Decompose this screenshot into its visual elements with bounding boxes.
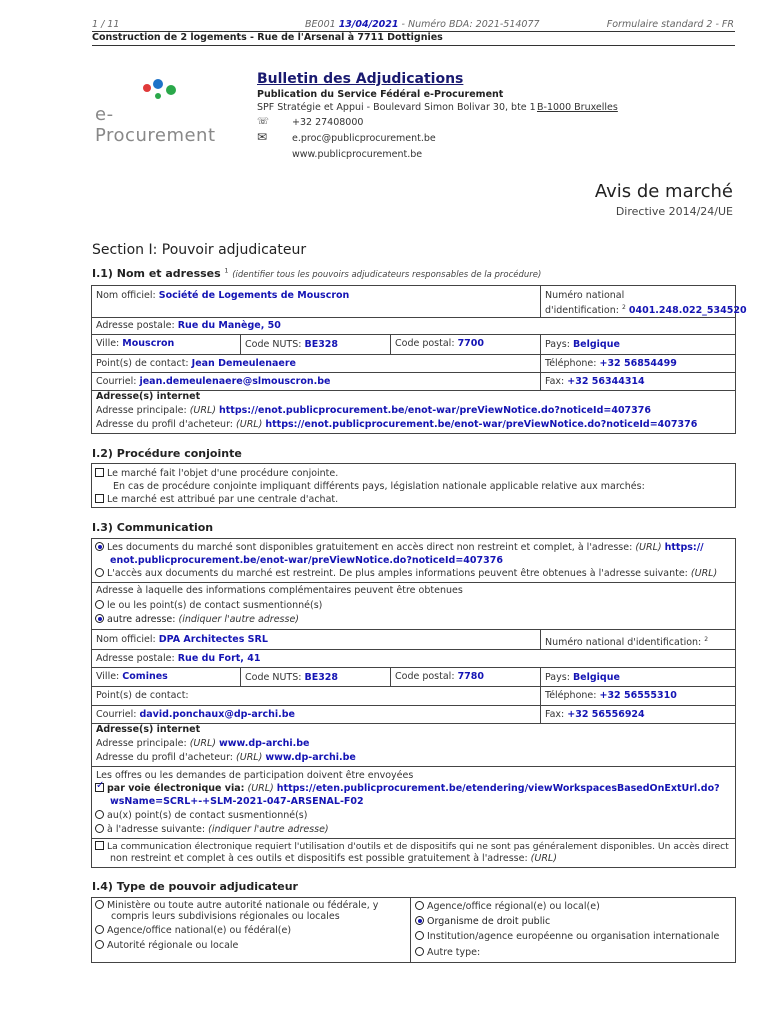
s13-pays: Pays: Belgique xyxy=(545,672,620,683)
s11-ville: Ville: Mouscron xyxy=(96,338,175,349)
notice-title: Avis de marché xyxy=(594,181,733,202)
bulletin-phone: +32 27408000 xyxy=(292,117,364,128)
s12-note: En cas de procédure conjointe impliquant différents pays, législation nationale applicable relative aux marchés: xyxy=(113,481,645,492)
s14-r2[interactable]: Organisme de droit public xyxy=(415,916,550,928)
s11-sup: 1 xyxy=(224,267,229,275)
s11-contact: Point(s) de contact: Jean Demeulenaere xyxy=(96,358,296,369)
bulletin-address: SPF Stratégie et Appui - Boulevard Simon Bolivar 30, bte 1 xyxy=(257,102,536,113)
eprocurement-logo xyxy=(95,78,225,146)
s11-pays: Pays: Belgique xyxy=(545,339,620,350)
s12-opt2-checkbox[interactable] xyxy=(95,494,104,503)
logo-text: e-Procurement xyxy=(95,104,216,146)
s13-main-url[interactable]: Adresse principale: (URL) www.dp-archi.be xyxy=(96,738,310,749)
s11-natnum-label: Numéro national xyxy=(545,290,625,301)
s14-l2[interactable]: Agence/office national(e) ou fédéral(e) xyxy=(95,925,291,937)
s14-r2-radio[interactable] xyxy=(415,916,424,925)
s13-info-opt1[interactable]: le ou les point(s) de contact susmentionné(s) xyxy=(95,600,322,612)
s11-tel: Téléphone: +32 56854499 xyxy=(545,358,677,369)
s14-r1-radio[interactable] xyxy=(415,901,424,910)
s13-ville: Ville: Comines xyxy=(96,671,168,682)
s11-fax: Fax: +32 56344314 xyxy=(545,376,645,387)
s14-l3[interactable]: Autorité régionale ou locale xyxy=(95,940,238,952)
s14-l3-radio[interactable] xyxy=(95,940,104,949)
s13-cp: Code postal: 7780 xyxy=(395,671,485,682)
s13-info-opt2[interactable]: autre adresse: (indiquer l'autre adresse) xyxy=(95,614,299,626)
s13-elec-checkbox[interactable] xyxy=(95,841,104,850)
mail-icon: ✉ xyxy=(257,130,268,144)
s13-docs2[interactable]: L'accès aux documents du marché est restreint. De plus amples informations peuvent être obtenues à l'adresse suivante: (URL) xyxy=(95,568,717,580)
s13-docs1-url[interactable]: enot.publicprocurement.be/enot-war/preViewNotice.do?noticeId=407376 xyxy=(110,555,503,566)
bulletin-publisher: Publication du Service Fédéral e-Procurement xyxy=(257,89,504,100)
s14-title: I.4) Type de pouvoir adjudicateur xyxy=(92,880,298,893)
s11-main-url[interactable]: Adresse principale: (URL) https://enot.publicprocurement.be/enot-war/preViewNotice.do?noticeId=407376 xyxy=(96,405,651,416)
s12-opt1-checkbox[interactable] xyxy=(95,468,104,477)
s13-docs1-radio[interactable] xyxy=(95,542,104,551)
ref-suffix: - Numéro BDA: 2021-514077 xyxy=(401,19,540,30)
s14-l1[interactable]: Ministère ou toute autre autorité nationale ou fédérale, y xyxy=(95,900,378,912)
s11-internet-label: Adresse(s) internet xyxy=(96,391,201,402)
s14-r3[interactable]: Institution/agence européenne ou organisation internationale xyxy=(415,931,719,943)
s13-elec-2: non restreint et complet à ces outils et dispositifs est possible gratuitement à l'adresse: (URL) xyxy=(110,853,557,864)
form-type: Formulaire standard 2 - FR xyxy=(606,19,734,30)
notice-subject: Construction de 2 logements - Rue de l'Arsenal à 7711 Dottignies xyxy=(92,32,443,43)
s13-offers-opt3-radio[interactable] xyxy=(95,824,104,833)
s11-mail: Courriel: jean.demeulenaere@slmouscron.be xyxy=(96,376,331,387)
s13-elec[interactable]: La communication électronique requiert l'utilisation d'outils et de dispositifs qui ne sont pas généralement disponibles. Un accès direct xyxy=(95,841,729,853)
bulletin-city: B-1000 Bruxelles xyxy=(537,102,618,113)
s14-r4-radio[interactable] xyxy=(415,947,424,956)
s11-cp: Code postal: 7700 xyxy=(395,338,485,349)
s13-title: I.3) Communication xyxy=(92,521,214,534)
s11-note: (identifier tous les pouvoirs adjudicateurs responsables de la procédure) xyxy=(232,270,542,280)
s11-nom: Nom officiel: Société de Logements de Mouscron xyxy=(96,290,350,301)
s13-mail: Courriel: david.ponchaux@dp-archi.be xyxy=(96,709,295,720)
s13-offers-opt3[interactable]: à l'adresse suivante: (indiquer l'autre adresse) xyxy=(95,824,329,836)
bulletin-web[interactable]: www.publicprocurement.be xyxy=(292,149,423,160)
phone-icon: ☏ xyxy=(257,116,269,127)
s13-nuts: Code NUTS: BE328 xyxy=(245,672,339,683)
s13-docs1[interactable]: Les documents du marché sont disponibles gratuitement en accès direct non restreint et complet, à l'adresse: (URL) https:// xyxy=(95,542,704,554)
s11-buyer-url[interactable]: Adresse du profil d'acheteur: (URL) https://enot.publicprocurement.be/enot-war/preViewNotice.do?noticeId=407376 xyxy=(96,419,698,430)
page-number: 1 / 11 xyxy=(92,19,120,30)
s13-offers-label: Les offres ou les demandes de participation doivent être envoyées xyxy=(96,770,414,781)
s12-opt1[interactable]: Le marché fait l'objet d'une procédure conjointe. xyxy=(95,468,338,480)
s11-address: Adresse postale: Rue du Manège, 50 xyxy=(96,320,281,331)
section-title: Section I: Pouvoir adjudicateur xyxy=(92,242,307,258)
s13-offers-opt2[interactable]: au(x) point(s) de contact susmentionné(s) xyxy=(95,810,307,822)
s13-internet-label: Adresse(s) internet xyxy=(96,724,201,735)
s13-offers-opt1[interactable]: ✓par voie électronique via: (URL) https://eten.publicprocurement.be/etendering/viewWorkspacesBasedOnExtUrl.do? xyxy=(95,783,720,795)
s13-buyer-url[interactable]: Adresse du profil d'acheteur: (URL) www.dp-archi.be xyxy=(96,752,356,763)
bulletin-email[interactable]: e.proc@publicprocurement.be xyxy=(292,133,436,144)
s14-r1[interactable]: Agence/office régional(e) ou local(e) xyxy=(415,901,600,913)
s14-r4[interactable]: Autre type: xyxy=(415,947,480,959)
s14-r3-radio[interactable] xyxy=(415,931,424,940)
s14-l1-radio[interactable] xyxy=(95,900,104,909)
subject-divider xyxy=(92,45,735,46)
ref-date: 13/04/2021 xyxy=(338,19,399,30)
s13-info-opt1-radio[interactable] xyxy=(95,600,104,609)
s14-l1b: compris leurs subdivisions régionales ou locales xyxy=(111,911,340,922)
s13-address: Adresse postale: Rue du Fort, 41 xyxy=(96,653,261,664)
notice-directive: Directive 2014/24/UE xyxy=(615,205,733,218)
s13-info-label: Adresse à laquelle des informations complémentaires peuvent être obtenues xyxy=(96,585,463,596)
s13-contact: Point(s) de contact: xyxy=(96,690,189,701)
s13-offers-opt2-radio[interactable] xyxy=(95,810,104,819)
s12-title: I.2) Procédure conjointe xyxy=(92,447,242,460)
s13-nom: Nom officiel: DPA Architectes SRL xyxy=(96,634,268,645)
s12-opt2[interactable]: Le marché est attribué par une centrale d'achat. xyxy=(95,494,338,506)
s11-heading xyxy=(92,267,541,280)
s14-l2-radio[interactable] xyxy=(95,925,104,934)
s13-docs2-radio[interactable] xyxy=(95,568,104,577)
s13-offers-opt1-checkbox[interactable] xyxy=(95,783,104,792)
s13-fax: Fax: +32 56556924 xyxy=(545,709,645,720)
s11-nuts: Code NUTS: BE328 xyxy=(245,339,339,350)
s13-tel: Téléphone: +32 56555310 xyxy=(545,690,677,701)
s13-natnum: Numéro national d'identification: $^2$ xyxy=(545,636,709,649)
s11-natnum: d'identification: $^2$ 0401.248.022_534520 xyxy=(545,304,747,317)
s13-info-opt2-radio[interactable] xyxy=(95,614,104,623)
s11-title: I.1) Nom et adresses xyxy=(92,267,221,280)
s13-offers-url[interactable]: wsName=SCRL+-+SLM-2021-047-ARSENAL-F02 xyxy=(110,796,364,807)
logo-dots-icon xyxy=(95,78,225,102)
notice-reference xyxy=(305,19,540,31)
bulletin-title: Bulletin des Adjudications xyxy=(257,71,464,87)
ref-prefix: BE001 xyxy=(305,19,336,30)
